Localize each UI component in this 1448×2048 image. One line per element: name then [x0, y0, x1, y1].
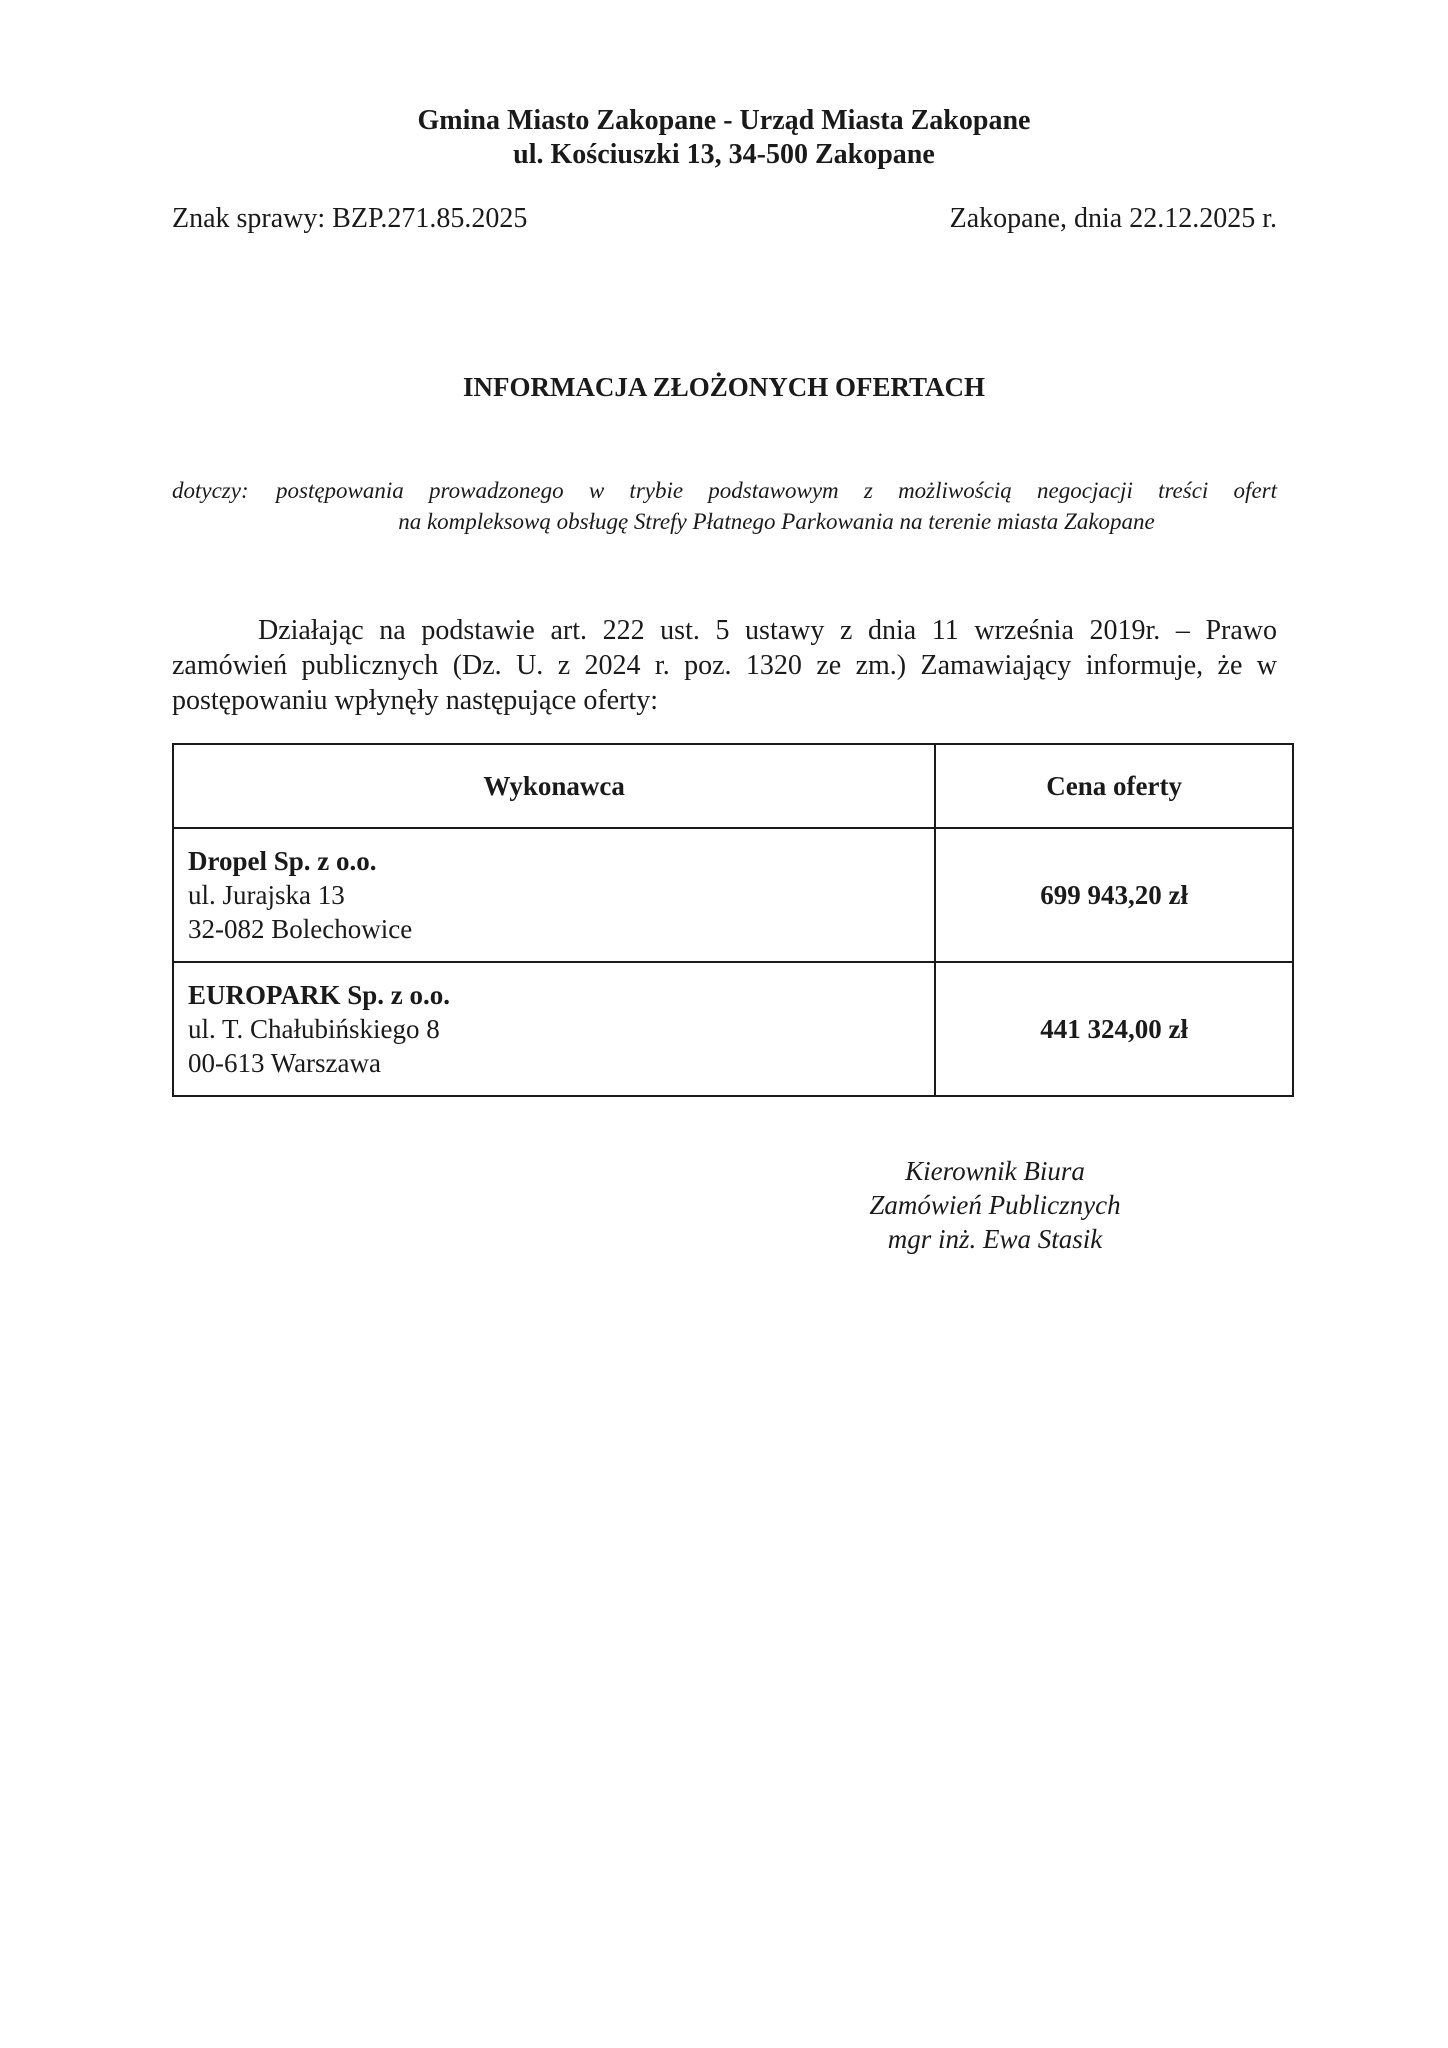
price-cell: 441 324,00 zł [935, 962, 1293, 1096]
header-price: Cena oferty [935, 744, 1293, 828]
case-number: Znak sprawy: BZP.271.85.2025 [172, 203, 528, 234]
header-contractor: Wykonawca [173, 744, 935, 828]
contractor-city: 32-082 Bolechowice [188, 914, 413, 944]
table-row [173, 828, 1293, 962]
signature-block [820, 1154, 1170, 1256]
document-title: INFORMACJA ZŁOŻONYCH OFERTACH [462, 372, 986, 402]
subject-line-2: na kompleksową obsługę Strefy Płatnego Parkowania na terenie miasta Zakopane [398, 509, 1155, 534]
contractor-name: EUROPARK Sp. z o.o. [188, 980, 451, 1010]
price-cell: 699 943,20 zł [935, 828, 1293, 962]
institution-name: Gmina Miasto Zakopane - Urząd Miasta Zakopane [417, 105, 1031, 136]
signature-title-2: Zamówień Publicznych [869, 1190, 1121, 1220]
contractor-name: Dropel Sp. z o.o. [188, 846, 377, 876]
place-date: Zakopane, dnia 22.12.2025 r. [949, 203, 1277, 234]
subject-line-1: postępowania prowadzonego w trybie podstawowym z możliwością negocjacji treści ofert [276, 478, 1277, 503]
document-header [0, 104, 1448, 172]
body-paragraph: Działając na podstawie art. 222 ust. 5 ustawy z dnia 11 września 2019r. – Prawo zamówień publicznych (Dz. U. z 2024 r. poz. 1320 ze zm.) Zamawiający informuje, że w postępowaniu wpłynęły następujące oferty: [172, 615, 1277, 716]
contractor-street: ul. T. Chałubińskiego 8 [188, 1014, 440, 1044]
institution-address: ul. Kościuszki 13, 34-500 Zakopane [513, 139, 935, 170]
signature-title-1: Kierownik Biura [905, 1156, 1085, 1186]
offers-table [172, 743, 1294, 1097]
signature-name: mgr inż. Ewa Stasik [887, 1224, 1103, 1254]
contractor-street: ul. Jurajska 13 [188, 880, 345, 910]
table-header-row [173, 744, 1293, 828]
table-row [173, 962, 1293, 1096]
subject-label: dotyczy: [172, 478, 249, 503]
contractor-cell [173, 828, 935, 962]
contractor-city: 00-613 Warszawa [188, 1048, 382, 1078]
contractor-cell [173, 962, 935, 1096]
